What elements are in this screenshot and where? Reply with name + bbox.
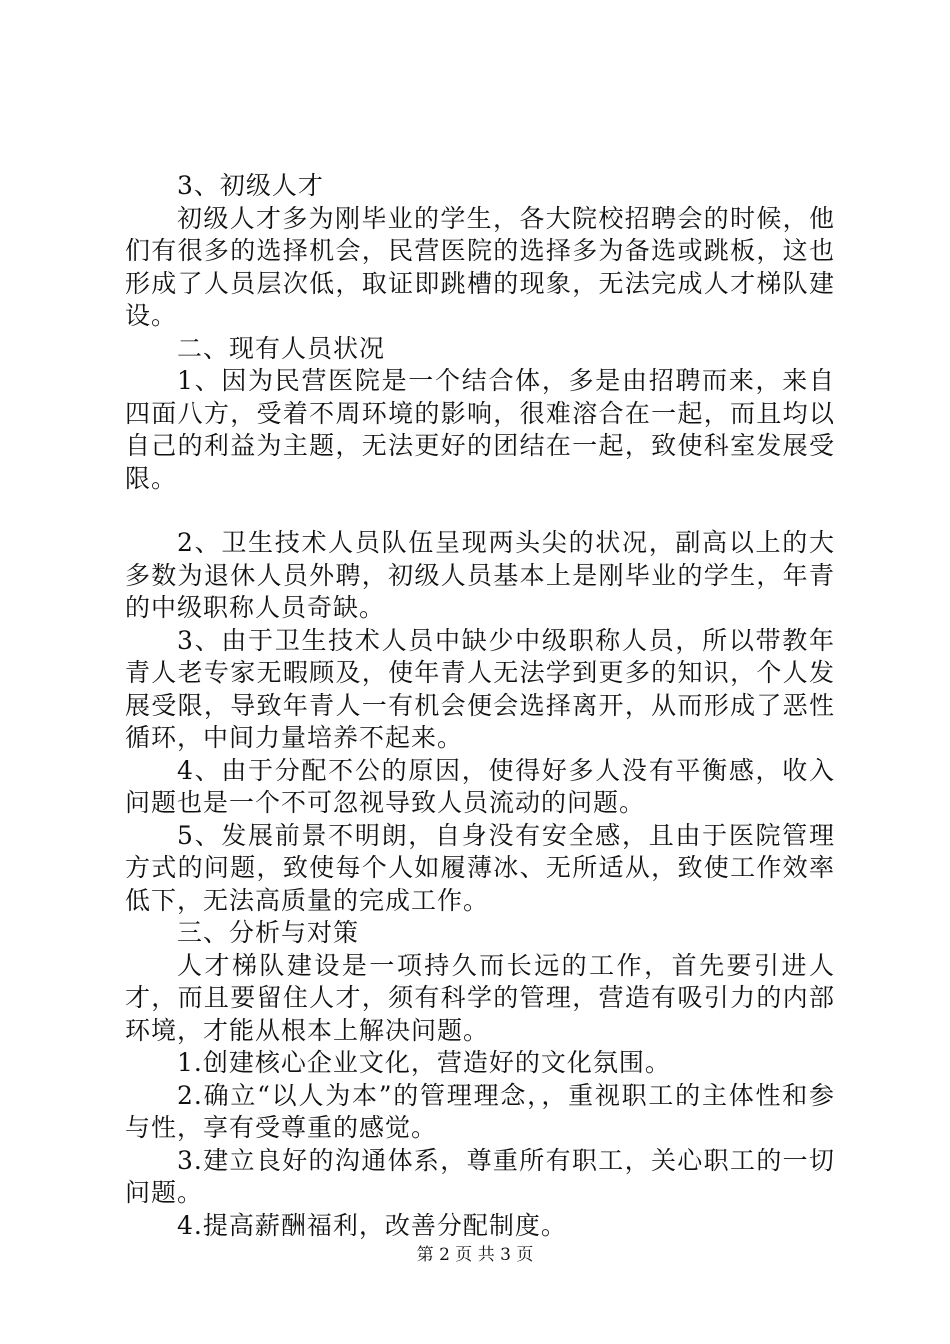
list-item: 2.确立“以人为本”的管理理念，，重视职工的主体性和参与性，享有受尊重的感觉。 xyxy=(125,1080,835,1142)
paragraph: 1、因为民营医院是一个结合体，多是由招聘而来，来自四面八方，受着不周环境的影响，很难溶合在一起，而且均以自己的利益为主题，无法更好的团结在一起，致使科室发展受限。 xyxy=(125,366,835,493)
list-item: 4.提高薪酬福利，改善分配制度。 xyxy=(177,1210,567,1240)
list-item: 1.创建核心企业文化，营造好的文化氛围。 xyxy=(177,1048,671,1077)
page-number-footer: 第 2 页 共 3 页 xyxy=(416,1245,534,1265)
document-body xyxy=(125,170,835,1242)
section-heading-analysis: 三、分析与对策 xyxy=(177,918,360,947)
paragraph: 人才梯队建设是一项持久而长远的工作，首先要引进人才，而且要留住人才，须有科学的管理，营造有吸引力的内部环境，才能从根本上解决问题。 xyxy=(125,950,835,1045)
paragraph: 2、卫生技术人员队伍呈现两头尖的状况，副高以上的大多数为退休人员外聘，初级人员基本上是刚毕业的学生，年青的中级职称人员奇缺。 xyxy=(125,528,835,622)
list-item: 3.建立良好的沟通体系，尊重所有职工，关心职工的一切问题。 xyxy=(125,1145,835,1207)
paragraph-heading-junior-talent: 3、初级人才 xyxy=(177,171,324,200)
section-heading-current-staff: 二、现有人员状况 xyxy=(177,333,386,363)
paragraph: 3、由于卫生技术人员中缺少中级职称人员，所以带教年青人老专家无暇顾及，使年青人无法学到更多的知识，个人发展受限，导致年青人一有机会便会选择离开，从而形成了恶性循环，中间力量培养不起来。 xyxy=(125,625,835,752)
paragraph: 初级人才多为刚毕业的学生，各大院校招聘会的时候，他们有很多的选择机会，民营医院的选择多为备选或跳板，这也形成了人员层次低，取证即跳槽的现象，无法完成人才梯队建设。 xyxy=(125,203,835,330)
paragraph: 5、发展前景不明朗，自身没有安全感，且由于医院管理方式的问题，致使每个人如履薄冰、无所适从，致使工作效率低下，无法高质量的完成工作。 xyxy=(125,820,835,915)
paragraph: 4、由于分配不公的原因，使得好多人没有平衡感，收入问题也是一个不可忽视导致人员流动的问题。 xyxy=(125,755,835,817)
